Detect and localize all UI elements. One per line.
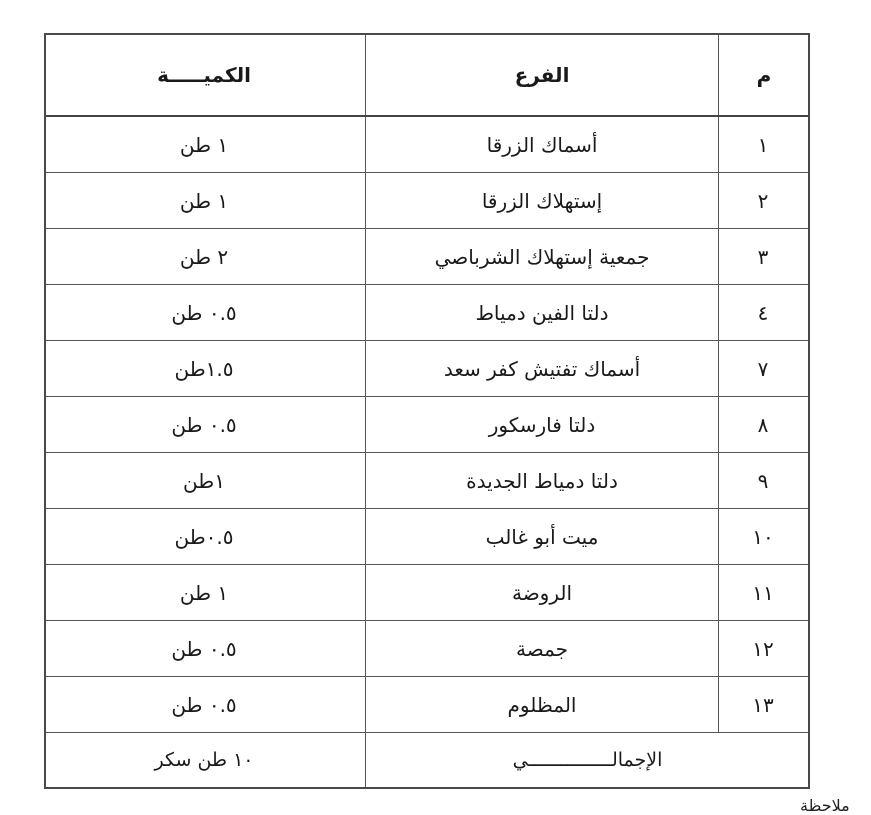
total-row (46, 733, 808, 787)
number-cell (718, 565, 808, 620)
branch-name: إستهلاك الزرقا (481, 188, 603, 213)
row-number: ١٢ (752, 636, 774, 661)
table-row (46, 509, 808, 565)
branch-cell (365, 621, 719, 676)
total-label: الإجمالـــــــــــــــي (512, 749, 663, 771)
table-row (46, 341, 808, 397)
quantity-cell (46, 173, 362, 228)
number-cell (718, 173, 808, 228)
branch-name: دلتا فارسكور (488, 412, 596, 437)
branch-name: جمعية إستهلاك الشرباصي (434, 244, 650, 269)
table-row (46, 285, 808, 341)
branch-name: جمصة (516, 636, 568, 661)
quantity-cell (46, 509, 362, 564)
number-cell (718, 397, 808, 452)
quantity-cell (46, 229, 362, 284)
header-branch-label: الفرع (514, 63, 570, 87)
number-cell (718, 677, 808, 732)
branch-cell (365, 397, 719, 452)
number-cell (718, 341, 808, 396)
branch-cell (365, 229, 719, 284)
quantity-cell (46, 285, 362, 340)
row-number: ١ (757, 132, 769, 157)
quantity-value: ١ طن (179, 132, 229, 157)
number-cell (718, 621, 808, 676)
quantity-cell (46, 397, 362, 452)
quantity-cell (46, 341, 362, 396)
branch-cell (365, 173, 719, 228)
quantity-value: ٠.٥ طن (171, 692, 237, 717)
branch-name: المظلوم (507, 692, 577, 717)
number-cell (718, 285, 808, 340)
total-label-cell (365, 733, 809, 787)
number-cell (718, 509, 808, 564)
branch-name: الروضة (511, 580, 573, 605)
quantity-cell (46, 565, 362, 620)
row-number: ٧ (757, 356, 769, 381)
table-header-row (46, 35, 808, 117)
branch-cell (365, 565, 719, 620)
header-quantity-label: الكميـــــة (157, 63, 251, 87)
quantity-cell (46, 117, 362, 172)
row-number: ٣ (757, 244, 769, 269)
header-branch (365, 35, 719, 115)
quantity-value: ٠.٥طن (174, 524, 234, 549)
branch-cell (365, 677, 719, 732)
quantity-value: ١ طن (179, 188, 229, 213)
quantity-cell (46, 677, 362, 732)
branch-cell (365, 453, 719, 508)
header-number (718, 35, 809, 115)
table-row (46, 677, 808, 733)
quantity-value: ٠.٥ طن (171, 412, 237, 437)
row-number: ١٣ (752, 692, 774, 717)
quantity-cell (46, 621, 362, 676)
branch-cell (365, 285, 719, 340)
number-cell (718, 453, 808, 508)
quantity-value: ١.٥طن (174, 356, 234, 381)
branch-cell (365, 509, 719, 564)
table-row (46, 621, 808, 677)
table-row (46, 173, 808, 229)
branch-sugar-table (44, 33, 810, 789)
branch-name: أسماك تفتيش كفر سعد (443, 356, 641, 381)
total-quantity-cell (46, 733, 362, 787)
row-number: ١١ (752, 580, 774, 605)
branch-name: ميت أبو غالب (485, 524, 599, 549)
number-cell (718, 117, 808, 172)
quantity-cell (46, 453, 362, 508)
branch-cell (365, 341, 719, 396)
table-row (46, 453, 808, 509)
total-quantity: ١٠ طن سكر (154, 749, 254, 771)
quantity-value: ٠.٥ طن (171, 636, 237, 661)
branch-name: دلتا الفين دمياط (475, 300, 609, 325)
header-number-label: م (756, 63, 772, 87)
row-number: ١٠ (752, 524, 774, 549)
header-quantity (46, 35, 362, 115)
branch-cell (365, 117, 719, 172)
row-number: ٨ (757, 412, 769, 437)
table-row (46, 565, 808, 621)
number-cell (718, 229, 808, 284)
row-number: ٢ (757, 188, 769, 213)
row-number: ٤ (757, 300, 769, 325)
table-row (46, 397, 808, 453)
quantity-value: ٢ طن (179, 244, 229, 269)
quantity-value: ١طن (183, 468, 225, 493)
footer-note: ملاحظة (800, 796, 850, 815)
branch-name: أسماك الزرقا (486, 132, 598, 157)
branch-name: دلتا دمياط الجديدة (466, 468, 618, 493)
row-number: ٩ (757, 468, 769, 493)
table-row (46, 229, 808, 285)
table-row (46, 117, 808, 173)
quantity-value: ١ طن (179, 580, 229, 605)
quantity-value: ٠.٥ طن (171, 300, 237, 325)
